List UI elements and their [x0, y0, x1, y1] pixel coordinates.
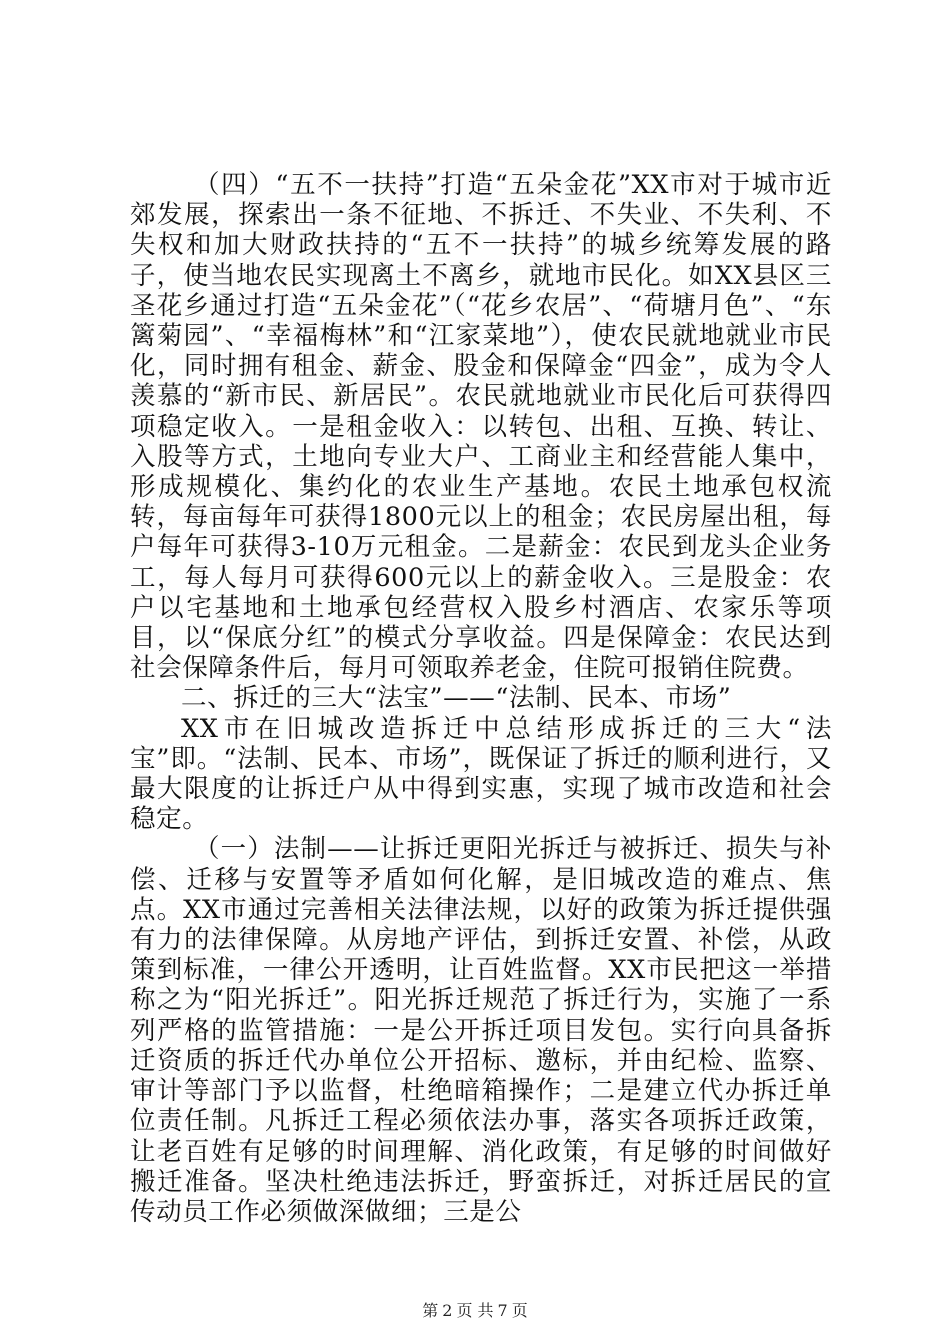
- footer-current-page: 2: [442, 1301, 453, 1320]
- footer-prefix: 第: [422, 1301, 439, 1320]
- page-footer: [0, 1301, 950, 1321]
- document-body: [130, 170, 832, 1227]
- footer-suffix: 页: [511, 1301, 528, 1320]
- footer-mid: 页 共: [456, 1301, 494, 1320]
- paragraph-three-treasures: XX市在旧城改造拆迁中总结形成拆迁的三大“法宝”即。“法制、民本、市场”，既保证了拆迁的顺利进行，又最大限度的让拆迁户从中得到实惠，实现了城市改造和社会稳定。: [130, 713, 832, 835]
- footer-total-pages: 7: [497, 1301, 508, 1320]
- paragraph-section-four: （四）“五不一扶持”打造“五朵金花”XX市对于城市近郊发展，探索出一条不征地、不拆迁、不失业、不失利、不失权和加大财政扶持的“五不一扶持”的城乡统筹发展的路子，使当地农民实现离土不离乡，就地市民化。如XX县区三圣花乡通过打造“五朵金花”（“花乡农居”、“荷塘月色”、“东篱菊园”、“幸福梅林”和“江家菜地”），使农民就地就业市民化，同时拥有租金、薪金、股金和保障金“四金”，成为令人羡慕的“新市民、新居民”。农民就地就业市民化后可获得四项稳定收入。一是租金收入：以转包、出租、互换、转让、入股等方式，土地向专业大户、工商业主和经营能人集中，形成规模化、集约化的农业生产基地。农民土地承包权流转，每亩每年可获得1800元以上的租金；农民房屋出租，每户每年可获得3-10万元租金。二是薪金：农民到龙头企业务工，每人每月可获得600元以上的薪金收入。三是股金：农户以宅基地和土地承包经营权入股乡村酒店、农家乐等项目，以“保底分红”的模式分享收益。四是保障金：农民达到社会保障条件后，每月可领取养老金，住院可报销住院费。: [130, 170, 832, 684]
- paragraph-legal-system: （一）法制——让拆迁更阳光拆迁与被拆迁、损失与补偿、迁移与安置等矛盾如何化解，是旧城改造的难点、焦点。XX市通过完善相关法律法规，以好的政策为拆迁提供强有力的法律保障。从房地产评估，到拆迁安置、补偿，从政策到标准，一律公开透明，让百姓监督。XX市民把这一举措称之为“阳光拆迁”。阳光拆迁规范了拆迁行为，实施了一系列严格的监管措施：一是公开拆迁项目发包。实行向具备拆迁资质的拆迁代办单位公开招标、邀标，并由纪检、监察、审计等部门予以监督，杜绝暗箱操作；二是建立代办拆迁单位责任制。凡拆迁工程必须依法办事，落实各项拆迁政策，让老百姓有足够的时间理解、消化政策，有足够的时间做好搬迁准备。坚决杜绝违法拆迁，野蛮拆迁，对拆迁居民的宣传动员工作必须做深做细；三是公: [130, 834, 832, 1227]
- paragraph-heading-two: 二、拆迁的三大“法宝”——“法制、民本、市场”: [181, 683, 732, 714]
